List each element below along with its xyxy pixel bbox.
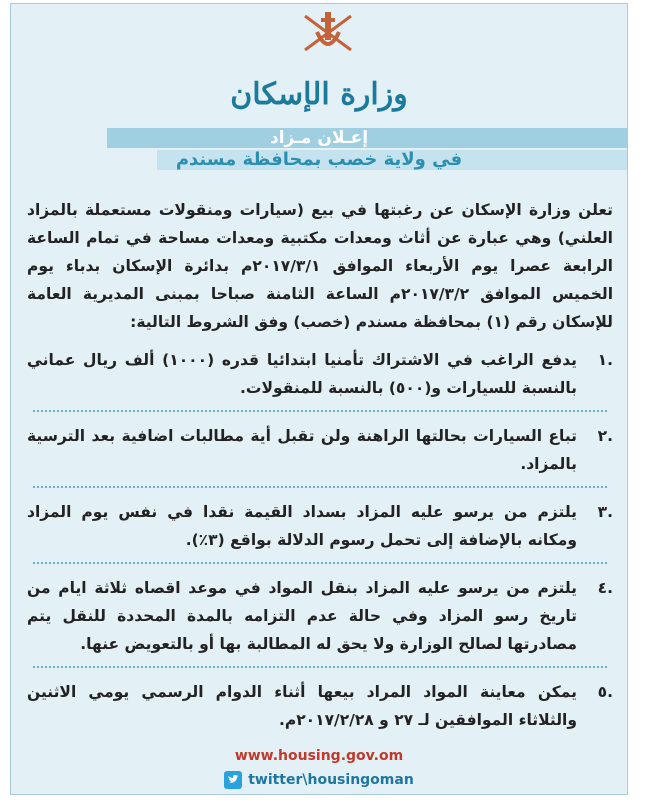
- announcement-body: [27, 196, 613, 734]
- announcement-sheet: [10, 3, 628, 795]
- oman-emblem-icon: [297, 10, 359, 58]
- dotted-divider: [33, 486, 607, 488]
- condition-number: .٣: [597, 503, 613, 521]
- condition-item: [27, 678, 613, 734]
- condition-number: .٤: [597, 579, 613, 597]
- condition-number: .٥: [597, 683, 613, 701]
- twitter-handle[interactable]: twitter\housingoman: [248, 772, 414, 788]
- condition-text: يلتزم من يرسو عليه المزاد بسداد القيمة نقدا في نفس يوم المزاد ومكانه بالإضافة إلى تحمل رسوم الدلالة بواقع (٣٪).: [27, 503, 577, 549]
- announcement-subtitle: في ولاية خصب بمحافظة مسندم: [175, 149, 463, 170]
- condition-number: .١: [597, 351, 613, 369]
- condition-item: [27, 346, 613, 402]
- condition-text: يدفع الراغب في الاشتراك تأمنيا ابتدائيا قدره (١٠٠٠) ألف ريال عماني بالنسبة للسيارات و(٥٠٠) بالنسبة للمنقولات.: [27, 351, 577, 397]
- condition-item: [27, 574, 613, 658]
- dotted-divider: [33, 666, 607, 668]
- intro-paragraph: تعلن وزارة الإسكان عن رغبتها في بيع (سيارات ومنقولات مستعملة بالمزاد العلني) وهي عبارة عن أثاث ومعدات مكتبية ومعدات مساحة في تمام الساعة الرابعة عصرا يوم الأربعاء الموافق ٢٠١٧/٣/١م بدائرة الإسكان بدباء يوم الخميس الموافق ٢٠١٧/٣/٢م الساعة الثامنة صباحا بمبنى المديرية العامة للإسكان رقم (١) بمحافظة مسندم (خصب) وفق الشروط التالية:: [27, 201, 614, 331]
- title-band: [11, 126, 627, 172]
- announcement-title: إعـلان مـزاد: [269, 128, 369, 148]
- condition-item: [27, 422, 613, 478]
- dotted-divider: [33, 410, 607, 412]
- condition-number: .٢: [597, 427, 613, 445]
- website-link[interactable]: www.housing.gov.om: [234, 748, 404, 764]
- condition-text: يمكن معاينة المواد المراد بيعها أثناء الدوام الرسمي يومي الاثنين والثلاثاء الموافقين لـ ٢٧ و ٢٠١٧/٢/٢٨م.: [27, 683, 577, 729]
- ministry-name: وزارة الإسكان: [230, 77, 408, 112]
- twitter-bird-icon: [224, 771, 242, 789]
- twitter-link[interactable]: [11, 771, 627, 789]
- condition-item: [27, 498, 613, 554]
- condition-text: تباع السيارات بحالتها الراهنة ولن تقبل أية مطالبات اضافية بعد الترسية بالمزاد.: [27, 427, 577, 473]
- condition-text: يلتزم من يرسو عليه المزاد بنقل المواد في موعد اقصاه ثلاثة ايام من تاريخ رسو المزاد وفي حالة عدم التزامه بالمدة المحددة للنقل يتم مصادرتها لصالح الوزارة ولا يحق له المطالبة بها أو بالتعويض عنها.: [27, 579, 577, 653]
- dotted-divider: [33, 562, 607, 564]
